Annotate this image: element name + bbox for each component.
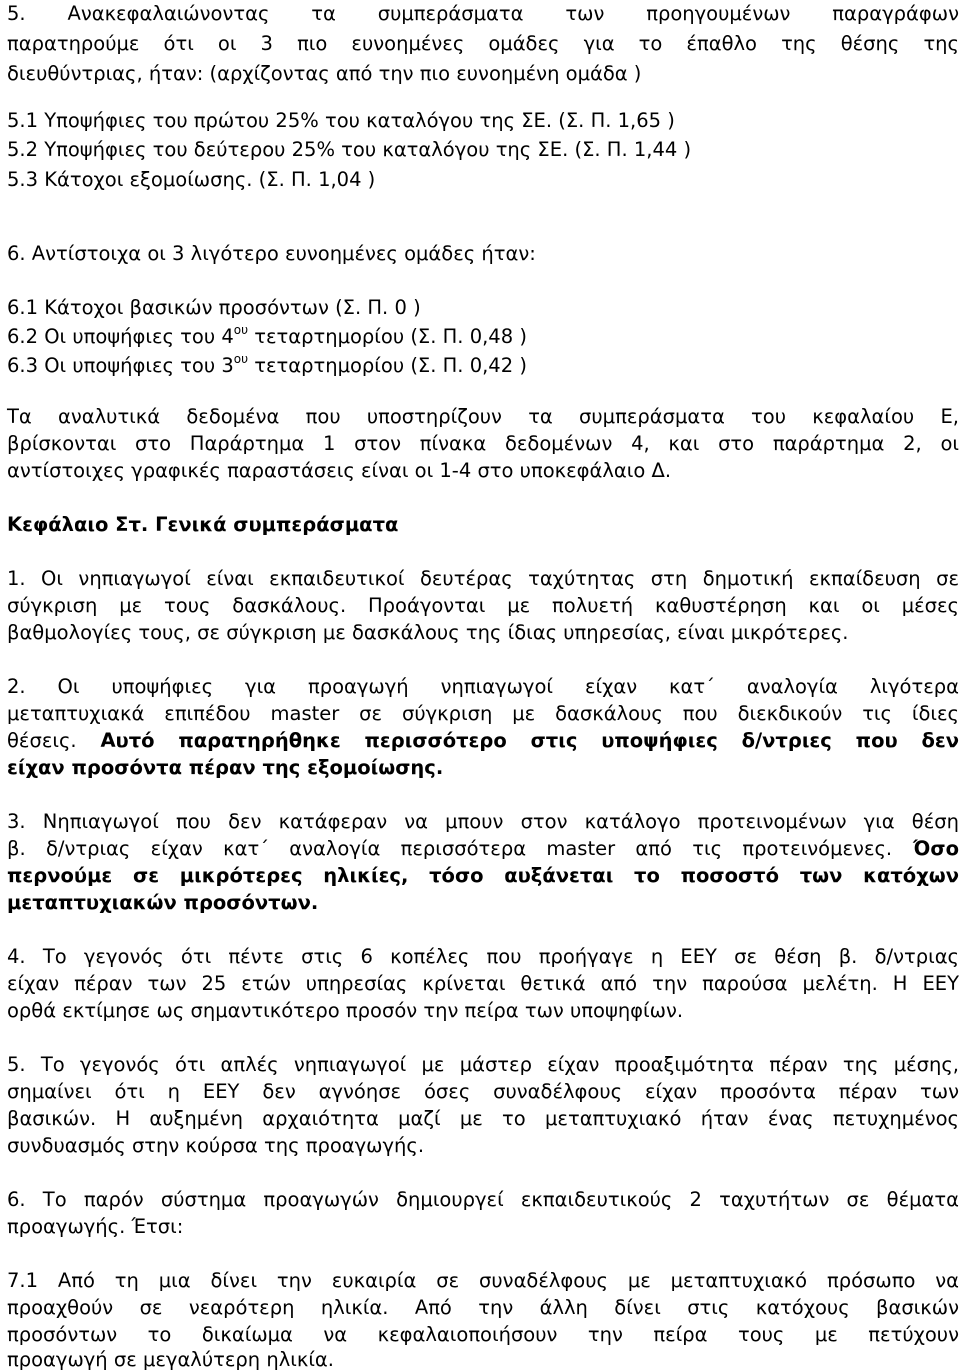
s6-item-1: 6.1 Κάτοχοι βασικών προσόντων (Σ. Π. 0 ) [7, 296, 421, 319]
s5-intro-line-1: 5. Ανακεφαλαιώνοντας τα συμπεράσματα των προηγουμένων παραγράφων [7, 2, 959, 25]
s6-item-3-post: τεταρτημορίου (Σ. Π. 0,42 ) [248, 354, 527, 377]
c3-line-1: 3. Νηπιαγωγοί που δεν κατάφεραν να μπουν στον κατάλογο προτεινομένων για θέση [7, 810, 959, 833]
c5-line-2: σημαίνει ότι η ΕΕΥ δεν αγνόησε όσες συναδέλφους είχαν προσόντα πέραν των [7, 1080, 959, 1103]
c3-line-2-bold: Όσο [892, 837, 959, 860]
s6-item-2-post: τεταρτημορίου (Σ. Π. 0,48 ) [248, 325, 527, 348]
c2-line-4: είχαν προσόντα πέραν της εξομοίωσης. [7, 756, 444, 779]
c1-line-1: 1. Οι νηπιαγωγοί είναι εκπαιδευτικοί δευτέρας ταχύτητας στη δημοτική εκπαίδευση σε [7, 567, 959, 590]
c1-line-3: βαθμολογίες τους, σε σύγκριση με δασκάλους της ίδιας υπηρεσίας, είναι μικρότερες. [7, 621, 849, 644]
c2-line-2: μεταπτυχιακά επιπέδου master σε σύγκριση με δασκάλους που διεκδικούν τις ίδιες [7, 702, 959, 725]
c3-line-2-normal: β. δ/ντριας είχαν κατ΄ αναλογία περισσότερα master από τις προτεινόμενες. [7, 837, 893, 860]
s5-item-2: 5.2 Υποψήφιες του δεύτερου 25% του καταλόγου της ΣΕ. (Σ. Π. 1,44 ) [7, 138, 692, 161]
s6-item-3 [7, 351, 527, 378]
c1-line-2: σύγκριση με τους δασκάλους. Προάγονται με πολυετή καθυστέρηση και οι μέσες [7, 594, 959, 617]
c71-line-1: 7.1 Από τη μια δίνει την ευκαιρία σε συναδέλφους με μεταπτυχιακό πρόσωπο να [7, 1269, 959, 1292]
c4-line-3: ορθά εκτίμησε ως σημαντικότερο προσόν την πείρα των υποψηφίων. [7, 999, 684, 1022]
c2-line-3-bold: Αυτό παρατηρήθηκε περισσότερο στις υποψήφιες δ/ντριες που δεν [76, 729, 959, 752]
c6-line-2: προαγωγής. Έτσι: [7, 1215, 184, 1238]
s6-item-3-sup: ου [233, 351, 249, 366]
c5-line-1: 5. Το γεγονός ότι απλές νηπιαγωγοί με μάστερ είχαν προαξιμότητα πέραν της μέσης, [7, 1053, 959, 1076]
c5-line-4: συνδυασμός στην κούρσα της προαγωγής. [7, 1134, 425, 1157]
c2-line-3 [7, 729, 959, 753]
c3-line-4: μεταπτυχιακών προσόντων. [7, 891, 319, 914]
c4-line-2: είχαν πέραν των 25 ετών υπηρεσίας κρίνεται θετικά από την παρούσα μελέτη. Η ΕΕΥ [7, 972, 959, 995]
s6-intro: 6. Αντίστοιχα οι 3 λιγότερο ευνοημένες ομάδες ήταν: [7, 242, 536, 265]
s6-item-2 [7, 322, 527, 349]
c71-line-3: προσόντων το δικαίωμα να κεφαλαιοποιήσουν την πείρα τους με πετύχουν [7, 1323, 959, 1346]
c2-line-1: 2. Οι υποψήφιες για προαγωγή νηπιαγωγοί είχαν κατ΄ αναλογία λιγότερα [7, 675, 959, 698]
s5-item-3: 5.3 Κάτοχοι εξομοίωσης. (Σ. Π. 1,04 ) [7, 168, 376, 191]
note-line-2: βρίσκονται στο Παράρτημα 1 στον πίνακα δεδομένων 4, και στο παράρτημα 2, οι [7, 432, 959, 455]
s5-item-1: 5.1 Υποψήφιες του πρώτου 25% του καταλόγου της ΣΕ. (Σ. Π. 1,65 ) [7, 109, 675, 132]
s6-item-2-pre: 6.2 Οι υποψήφιες του 4 [7, 325, 234, 348]
s5-intro-line-2: παρατηρούμε ότι οι 3 πιο ευνοημένες ομάδες για το έπαθλο της θέσης της [7, 32, 959, 55]
note-line-1: Τα αναλυτικά δεδομένα που υποστηρίζουν τα συμπεράσματα του κεφαλαίου Ε, [7, 405, 959, 428]
s6-item-2-sup: ου [233, 322, 249, 337]
note-line-3: αντίστοιχες γραφικές παραστάσεις είναι οι 1-4 στο υποκεφάλαιο Δ. [7, 459, 672, 482]
c3-line-2 [7, 837, 959, 861]
c6-line-1: 6. Το παρόν σύστημα προαγωγών δημιουργεί εκπαιδευτικούς 2 ταχυτήτων σε θέματα [7, 1188, 959, 1211]
c3-line-3: περνούμε σε μικρότερες ηλικίες, τόσο αυξάνεται το ποσοστό των κατόχων [7, 864, 959, 887]
c5-line-3: βασικών. Η αυξημένη αρχαιότητα μαζί με το μεταπτυχιακό ήταν ένας πετυχημένος [7, 1107, 959, 1130]
c4-line-1: 4. Το γεγονός ότι πέντε στις 6 κοπέλες που προήγαγε η ΕΕΥ σε θέση β. δ/ντριας [7, 945, 959, 968]
chapter-title: Κεφάλαιο Στ. Γενικά συμπεράσματα [7, 513, 399, 536]
s5-intro-line-3: διευθύντριας, ήταν: (αρχίζοντας από την πιο ευνοημένη ομάδα ) [7, 62, 642, 85]
c71-line-2: προαχθούν σε νεαρότερη ηλικία. Από την άλλη δίνει στις κατόχους βασικών [7, 1296, 959, 1319]
c2-line-3-normal: θέσεις. [7, 729, 77, 752]
s6-item-3-pre: 6.3 Οι υποψήφιες του 3 [7, 354, 234, 377]
c71-line-4: προαγωγή σε μεγαλύτερη ηλικία. [7, 1348, 334, 1371]
